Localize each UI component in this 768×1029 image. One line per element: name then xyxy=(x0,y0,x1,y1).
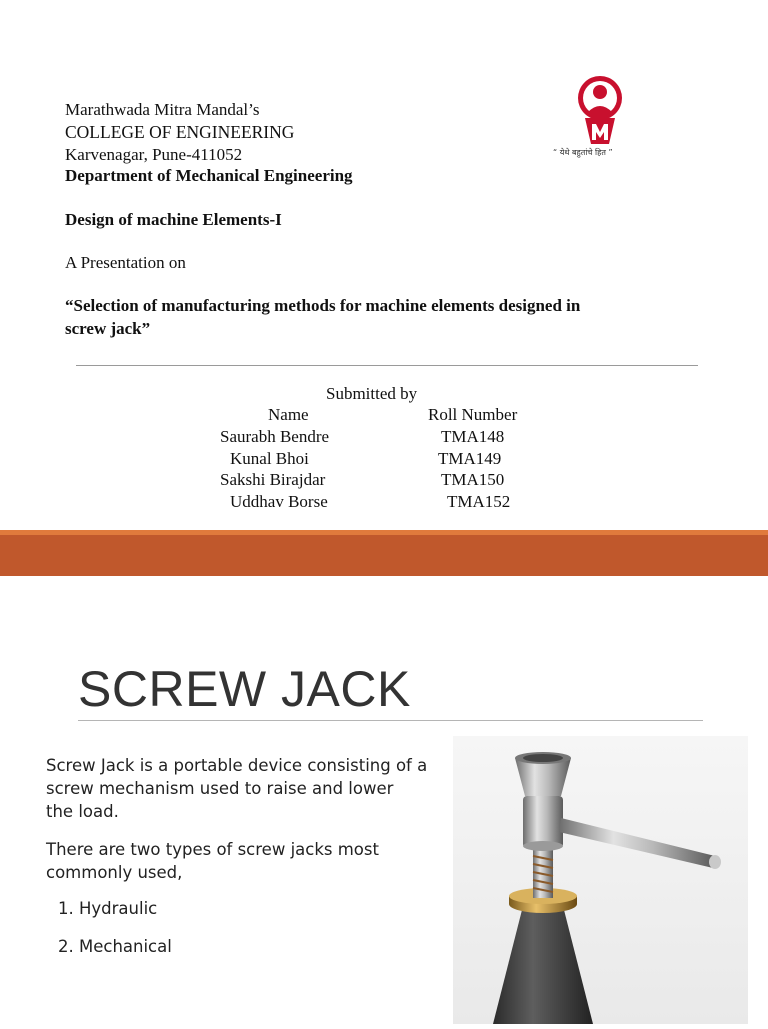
member-name: Saurabh Bendre xyxy=(220,427,330,446)
types-intro-line-1: There are two types of screw jacks most xyxy=(46,840,379,859)
member-roll: TMA152 xyxy=(447,492,511,511)
department-name: Department of Mechanical Engineering xyxy=(65,166,353,185)
slide-divider-rule xyxy=(76,365,698,366)
list-item: 2. Mechanical xyxy=(58,937,172,956)
types-intro-line-2: commonly used, xyxy=(46,863,183,882)
screw-jack-illustration xyxy=(453,736,748,1024)
member-roll: TMA150 xyxy=(441,470,505,489)
description-line-1: Screw Jack is a portable device consisting of a xyxy=(46,756,428,775)
member-roll: TMA149 xyxy=(438,449,502,468)
title-underline xyxy=(78,720,703,721)
presentation-intro: A Presentation on xyxy=(65,253,186,272)
member-name: Uddhav Borse xyxy=(230,492,328,511)
college-address: Karvenagar, Pune-411052 xyxy=(65,145,243,164)
roll-column-header: Roll Number xyxy=(428,405,518,424)
slide-separator-band xyxy=(0,530,768,576)
member-roll: TMA148 xyxy=(441,427,505,446)
screw-jack-image xyxy=(453,736,748,1024)
content-slide xyxy=(0,576,768,1024)
logo-motto: “ येथे बहुतांचे हित ” xyxy=(553,148,613,157)
college-name: COLLEGE OF ENGINEERING xyxy=(65,122,295,142)
list-item: 1. Hydraulic xyxy=(58,899,158,918)
description-line-3: the load. xyxy=(46,802,119,821)
member-name: Sakshi Birajdar xyxy=(220,470,326,489)
member-name: Kunal Bhoi xyxy=(230,449,309,468)
slide-title: SCREW JACK xyxy=(78,661,411,717)
description-line-2: screw mechanism used to raise and lower xyxy=(46,779,394,798)
name-column-header: Name xyxy=(268,405,309,424)
topic-line-1: “Selection of manufacturing methods for machine elements designed in xyxy=(65,296,581,315)
slide-separator-highlight xyxy=(0,530,768,535)
topic-line-2: screw jack” xyxy=(65,319,151,338)
institution-name: Marathwada Mitra Mandal’s xyxy=(65,100,260,119)
submitted-by-label: Submitted by xyxy=(326,384,418,403)
course-name: Design of machine Elements-I xyxy=(65,210,282,229)
